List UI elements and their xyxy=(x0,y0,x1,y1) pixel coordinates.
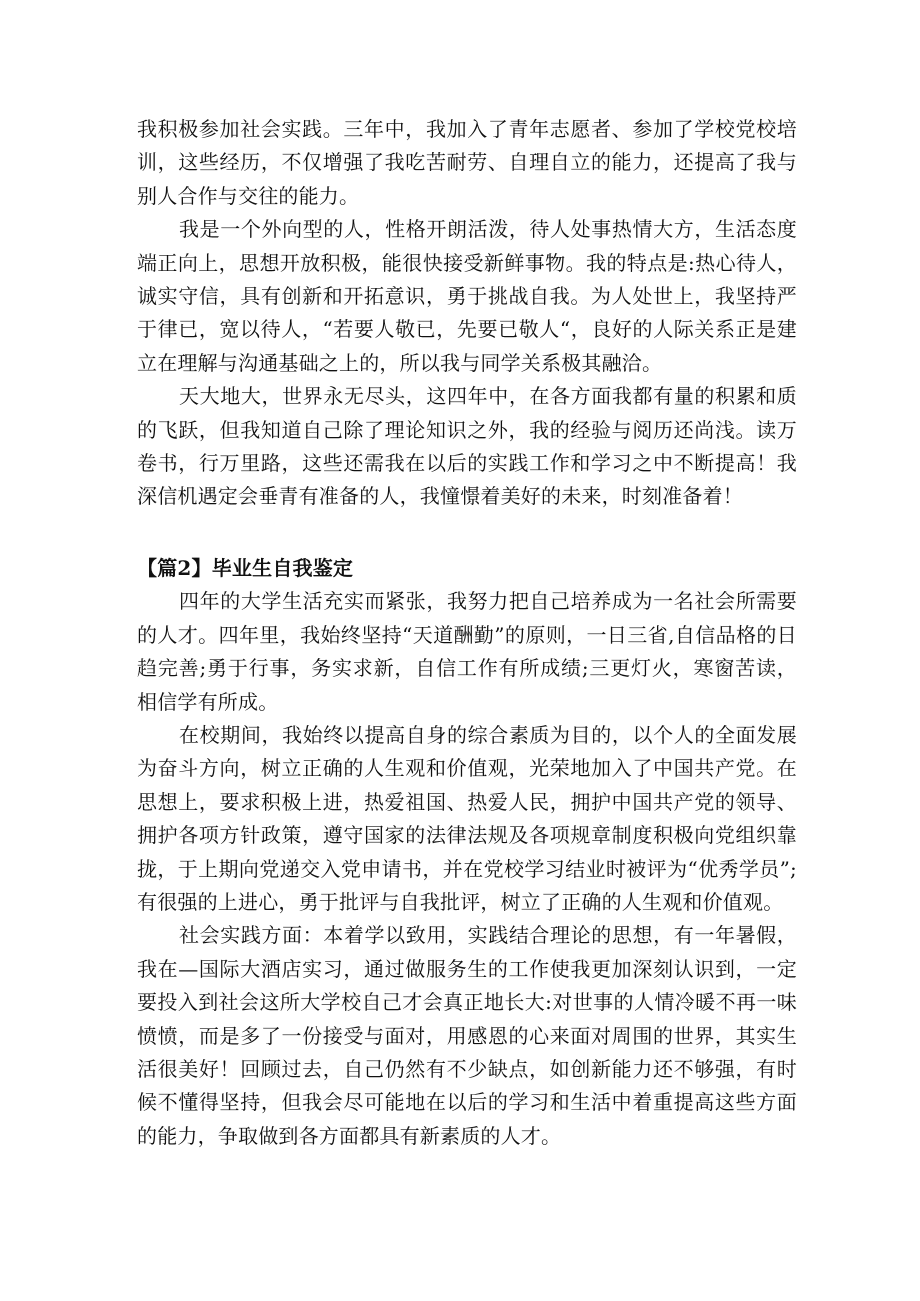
section-heading-part2: 【篇2】毕业生自我鉴定 xyxy=(137,555,354,580)
paragraph-future-outlook: 天大地大，世界永无尽头，这四年中，在各方面我都有量的积累和质的飞跃，但我知道自己除了理论知识之外，我的经验与阅历还尚浅。读万卷书，行万里路，这些还需我在以后的实践工作和学习之中不断提高！我深信机遇定会垂青有准备的人，我憧憬着美好的未来，时刻准备着！ xyxy=(137,384,797,509)
paragraph-social-practice-intro: 我积极参加社会实践。三年中，我加入了青年志愿者、参加了学校党校培训，这些经历，不仅增强了我吃苦耐劳、自理自立的能力，还提高了我与别人合作与交往的能力。 xyxy=(137,117,797,208)
paragraph-social-practice: 社会实践方面：本着学以致用，实践结合理论的思想，有一年暑假，我在—国际大酒店实习，通过做服务生的工作使我更加深刻认识到，一定要投入到社会这所大学校自己才会真正地长大:对世事的人情冷暖不再一味愤愤，而是多了一份接受与面对，用感恩的心来面对周围的世界，其实生活很美好！回顾过去，自己仍然有不少缺点，如创新能力还不够强，有时候不懂得坚持，但我会尽可能地在以后的学习和生活中着重提高这些方面的能力，争取做到各方面都具有新素质的人才。 xyxy=(137,923,797,1148)
paragraph-university-life: 四年的大学生活充实而紧张，我努力把自己培养成为一名社会所需要的人才。四年里，我始终坚持“天道酬勤”的原则，一日三省,自信品格的日趋完善;勇于行事，务实求新，自信工作有所成绩;三更灯火，寒窗苦读，相信学有所成。 xyxy=(137,589,797,714)
document-body xyxy=(137,113,797,1153)
paragraph-personality: 我是一个外向型的人，性格开朗活泼，待人处事热情大方，生活态度端正向上，思想开放积极，能很快接受新鲜事物。我的特点是:热心待人，诚实守信，具有创新和开拓意识，勇于挑战自我。为人处世上，我坚持严于律已，宽以待人，“若要人敬已，先要已敬人“，良好的人际关系正是建立在理解与沟通基础之上的，所以我与同学关系极其融洽。 xyxy=(137,217,797,375)
paragraph-school-period: 在校期间，我始终以提高自身的综合素质为目的，以个人的全面发展为奋斗方向，树立正确的人生观和价值观，光荣地加入了中国共产党。在思想上，要求积极上进，热爱祖国、热爱人民，拥护中国共产党的领导、拥护各项方针政策，遵守国家的法律法规及各项规章制度积极向党组织靠拢，于上期向党递交入党申请书，并在党校学习结业时被评为“优秀学员”;有很强的上进心，勇于批评与自我批评，树立了正确的人生观和价值观。 xyxy=(137,722,797,914)
